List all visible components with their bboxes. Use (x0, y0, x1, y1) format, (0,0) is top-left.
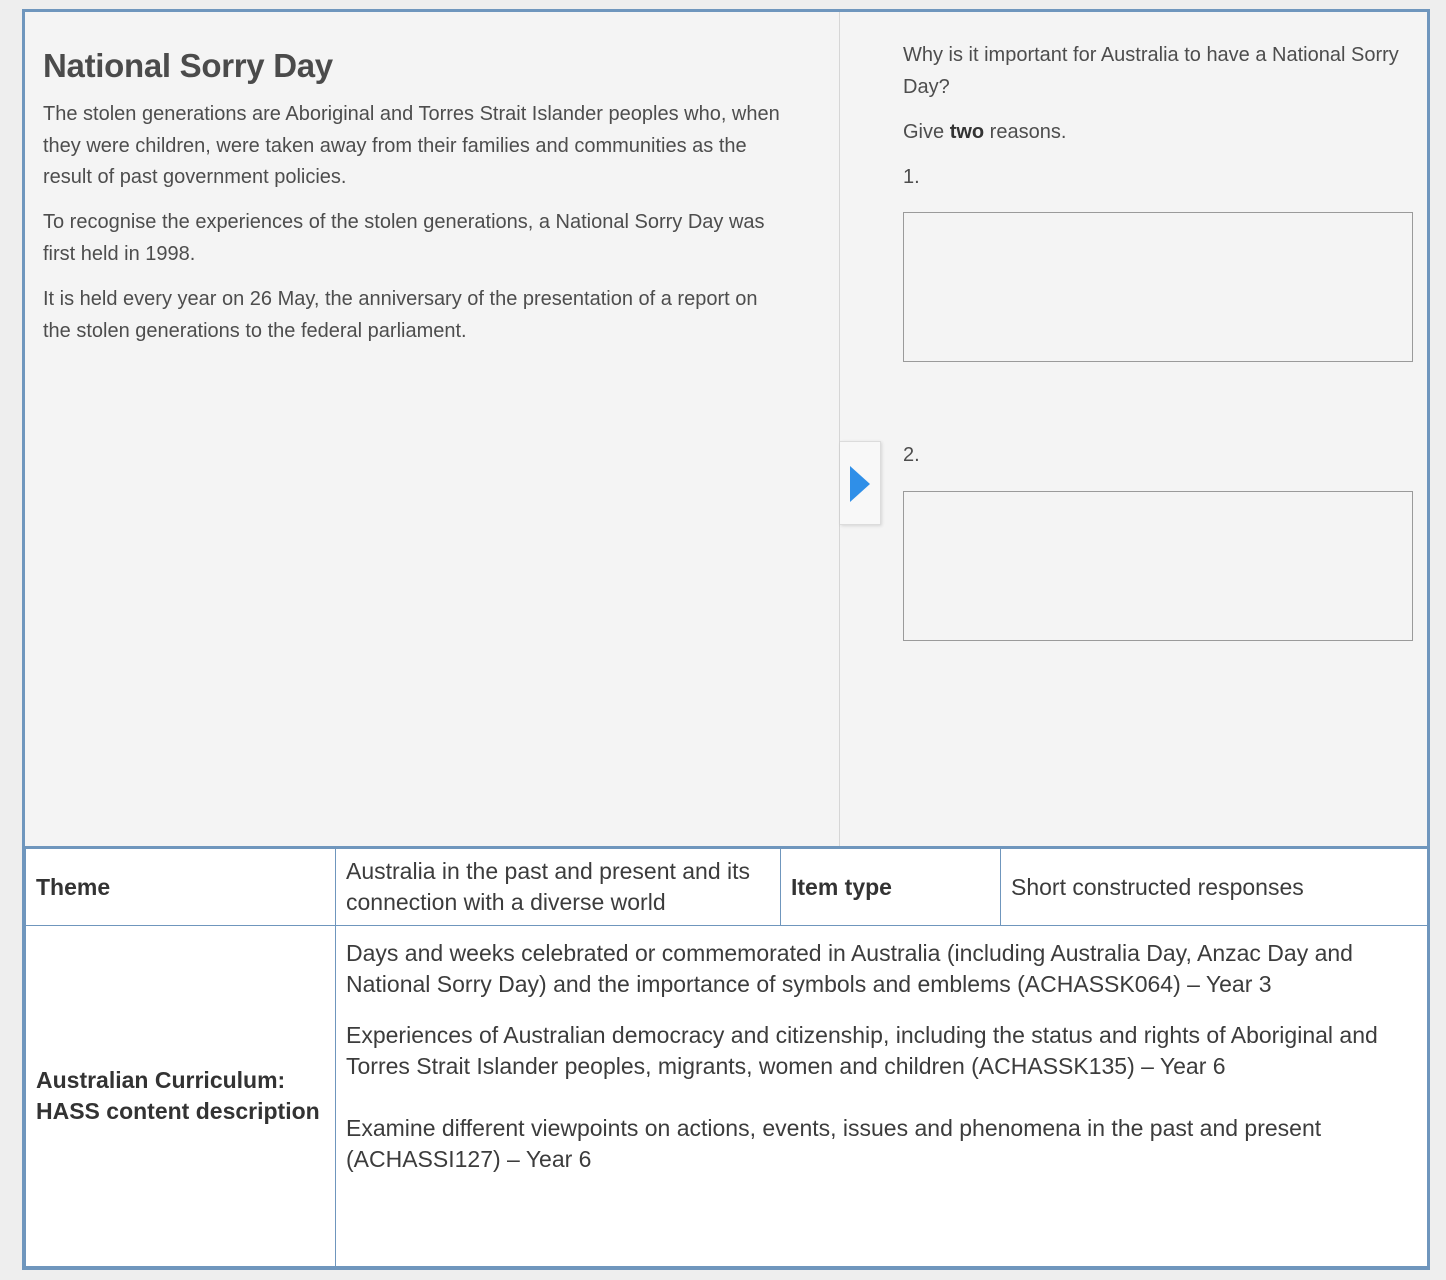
item-type-value: Short constructed responses (1001, 849, 1428, 926)
stimulus-pane (25, 12, 839, 846)
question-prompt: Why is it important for Australia to have a National Sorry Day? (903, 44, 1399, 98)
table-row (26, 926, 1428, 1267)
item-info-table (25, 848, 1428, 1267)
curriculum-label: Australian Curriculum: HASS content description (26, 926, 336, 1267)
curriculum-description-2: Experiences of Australian democracy and citizenship, including the status and rights of Aboriginal and Torres Strait Islander peoples, migrants, women and children (ACHASSK135) – Year 6 (346, 1022, 1378, 1079)
answer-input-2[interactable] (903, 491, 1413, 641)
stimulus-title: National Sorry Day (43, 47, 333, 84)
theme-value: Australia in the past and present and its connection with a diverse world (336, 849, 781, 926)
curriculum-description-3: Examine different viewpoints on actions, events, issues and phenomena in the past and present (ACHASSI127) – Year 6 (346, 1115, 1322, 1172)
stimulus-paragraph-2: To recognise the experiences of the stolen generations, a National Sorry Day was first held in 1998. (43, 211, 765, 265)
stimulus-paragraph-1: The stolen generations are Aboriginal and Torres Strait Islander peoples who, when they were children, were taken away from their families and communities as the result of past government policies. (43, 103, 780, 188)
instruction-prefix: Give (903, 121, 950, 143)
answer-label-1: 1. (903, 166, 920, 188)
curriculum-descriptions (336, 926, 1428, 1267)
curriculum-description-1: Days and weeks celebrated or commemorated in Australia (including Australia Day, Anzac Day and National Sorry Day) and the importance of symbols and emblems (ACHASSK064) – Year 3 (346, 940, 1353, 997)
table-row (26, 849, 1428, 926)
question-instruction (903, 118, 1066, 146)
answer-input-1[interactable] (903, 212, 1413, 362)
theme-label: Theme (26, 849, 336, 926)
instruction-suffix: reasons. (984, 121, 1067, 143)
question-pane (840, 12, 1427, 846)
assessment-item-frame (22, 9, 1430, 1270)
stimulus-paragraph-3: It is held every year on 26 May, the anniversary of the presentation of a report on the stolen generations to the federal parliament. (43, 288, 758, 342)
answer-label-2: 2. (903, 444, 920, 466)
item-panel (25, 12, 1427, 848)
item-type-label: Item type (781, 849, 1001, 926)
instruction-emphasis: two (949, 121, 985, 143)
